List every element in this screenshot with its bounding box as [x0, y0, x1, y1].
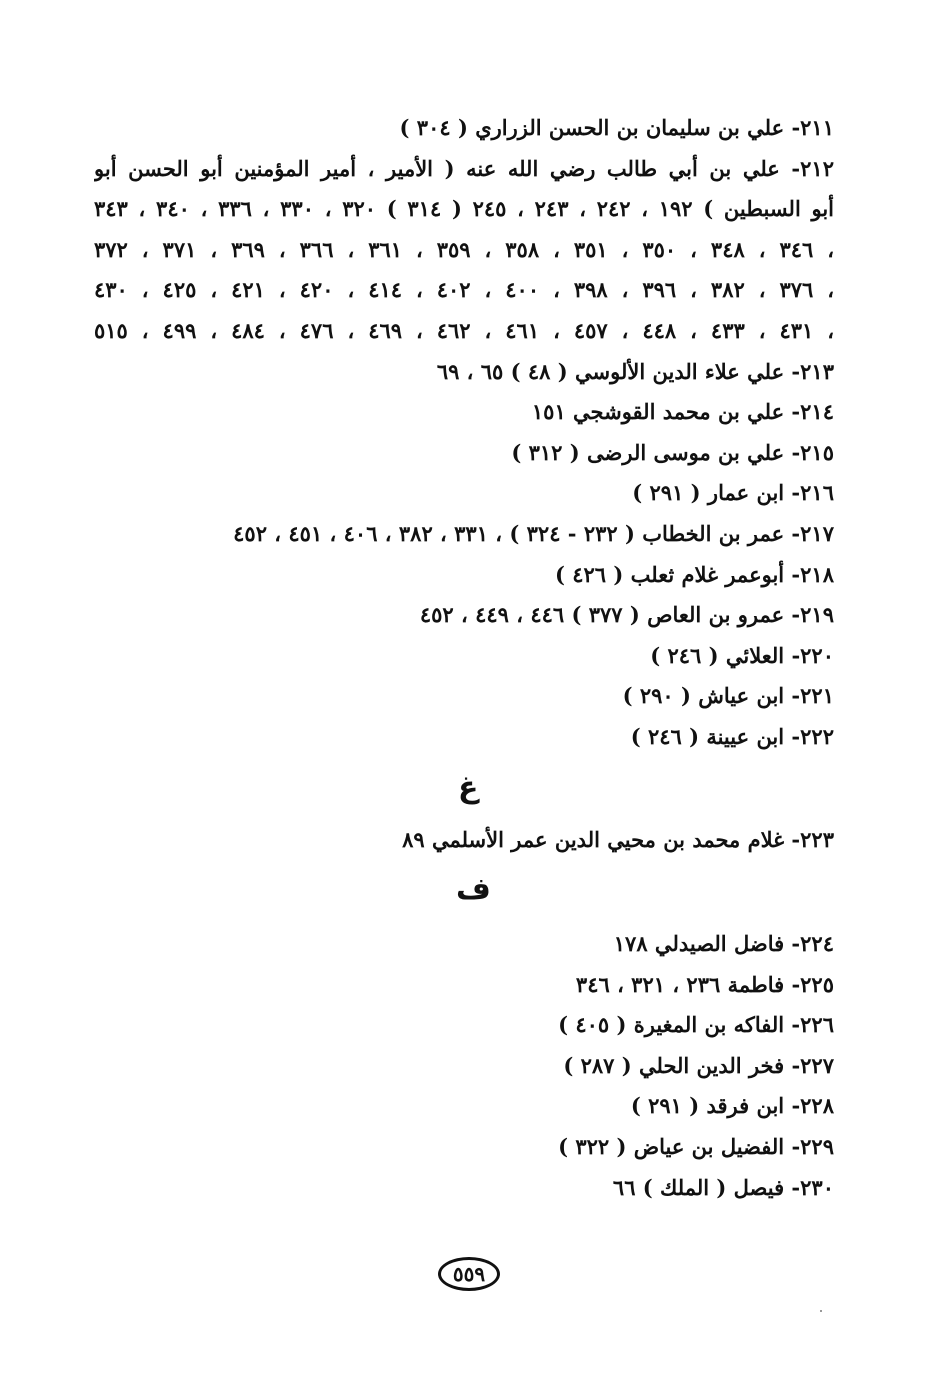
index-entry-229: ٢٢٩- الفضيل بن عياض ( ٣٢٢ )	[558, 1133, 834, 1159]
index-entry-212-cont-3: ، ٣٧٦ ، ٣٨٢ ، ٣٩٦ ، ٣٩٨ ، ٤٠٠ ، ٤٠٢ ، ٤١٤ ، ٤٢٠ ، ٤٢١ ، ٤٢٥ ، ٤٣٠	[94, 277, 834, 303]
page-number: ٥٥٩	[452, 1262, 486, 1286]
index-entry-216: ٢١٦- ابن عمار ( ٢٩١ )	[632, 480, 834, 506]
index-entry-227: ٢٢٧- فخر الدين الحلي ( ٢٨٧ )	[563, 1052, 834, 1078]
index-entry-220: ٢٢٠- العلائي ( ٢٤٦ )	[650, 642, 834, 668]
index-entry-225: ٢٢٥- فاطمة ٢٣٦ ، ٣٢١ ، ٣٤٦	[575, 971, 834, 997]
index-entry-223: ٢٢٣- غلام محمد بن محيي الدين عمر الأسلمي ٨٩	[402, 827, 834, 852]
index-entry-212-cont-4: ، ٤٣١ ، ٤٣٣ ، ٤٤٨ ، ٤٥٧ ، ٤٦١ ، ٤٦٢ ، ٤٦٩ ، ٤٧٦ ، ٤٨٤ ، ٤٩٩ ، ٥١٥	[94, 317, 834, 343]
index-entry-213: ٢١٣- علي علاء الدين الألوسي ( ٤٨ ) ٦٥ ، ٦٩	[436, 358, 834, 384]
scan-speck	[820, 1310, 822, 1312]
index-entry-224: ٢٢٤- فاضل الصيدلي ١٧٨	[613, 931, 834, 956]
index-entry-215: ٢١٥- علي بن موسى الرضى ( ٣١٢ )	[511, 439, 834, 465]
index-entry-226: ٢٢٦- الفاكه بن المغيرة ( ٤٠٥ )	[558, 1012, 834, 1038]
index-entry-212: ٢١٢- علي بن أبي طالب رضي الله عنه ( الأمير ، أمير المؤمنين أبو الحسن أبو	[94, 155, 834, 181]
index-entry-218: ٢١٨- أبوعمر غلام ثعلب ( ٤٢٦ )	[555, 561, 834, 587]
index-entry-212-cont-2: ، ٣٤٦ ، ٣٤٨ ، ٣٥٠ ، ٣٥١ ، ٣٥٨ ، ٣٥٩ ، ٣٦١ ، ٣٦٦ ، ٣٦٩ ، ٣٧١ ، ٣٧٢	[94, 236, 834, 262]
index-entry-214: ٢١٤- علي بن محمد القوشجي ١٥١	[531, 399, 834, 425]
index-entry-228: ٢٢٨- ابن فرقد ( ٢٩١ )	[630, 1093, 834, 1119]
index-entries-ain	[94, 108, 834, 758]
section-heading-ghain: غ	[458, 770, 479, 805]
index-entry-221: ٢٢١- ابن عياش ( ٢٩٠ )	[622, 683, 834, 709]
index-entry-222: ٢٢٢- ابن عيينة ( ٢٤٦ )	[630, 723, 834, 749]
index-entry-212-cont-1: أبو السبطين ) ١٩٢ ، ٢٤٢ ، ٢٤٣ ، ٢٤٥ ( ٣١٤ ) ٣٢٠ ، ٣٣٠ ، ٣٣٦ ، ٣٤٠ ، ٣٤٣	[94, 196, 834, 222]
index-entry-211: ٢١١- علي بن سليمان بن الحسن الزراري ( ٣٠٤ )	[399, 115, 834, 140]
index-entry-217: ٢١٧- عمر بن الخطاب ( ٢٣٢ - ٣٢٤ ) ، ٣٣١ ، ٣٨٢ ، ٤٠٦ ، ٤٥١ ، ٤٥٢	[233, 520, 834, 546]
index-entries-ghain	[94, 820, 834, 861]
section-heading-fa: ف	[456, 872, 491, 907]
index-entries-fa	[94, 924, 834, 1208]
index-entry-219: ٢١٩- عمرو بن العاص ( ٣٧٧ ) ٤٤٦ ، ٤٤٩ ، ٤٥٢	[419, 602, 834, 628]
page-number-badge	[438, 1257, 500, 1291]
index-entry-230: ٢٣٠- فيصل ( الملك ) ٦٦	[612, 1174, 834, 1200]
